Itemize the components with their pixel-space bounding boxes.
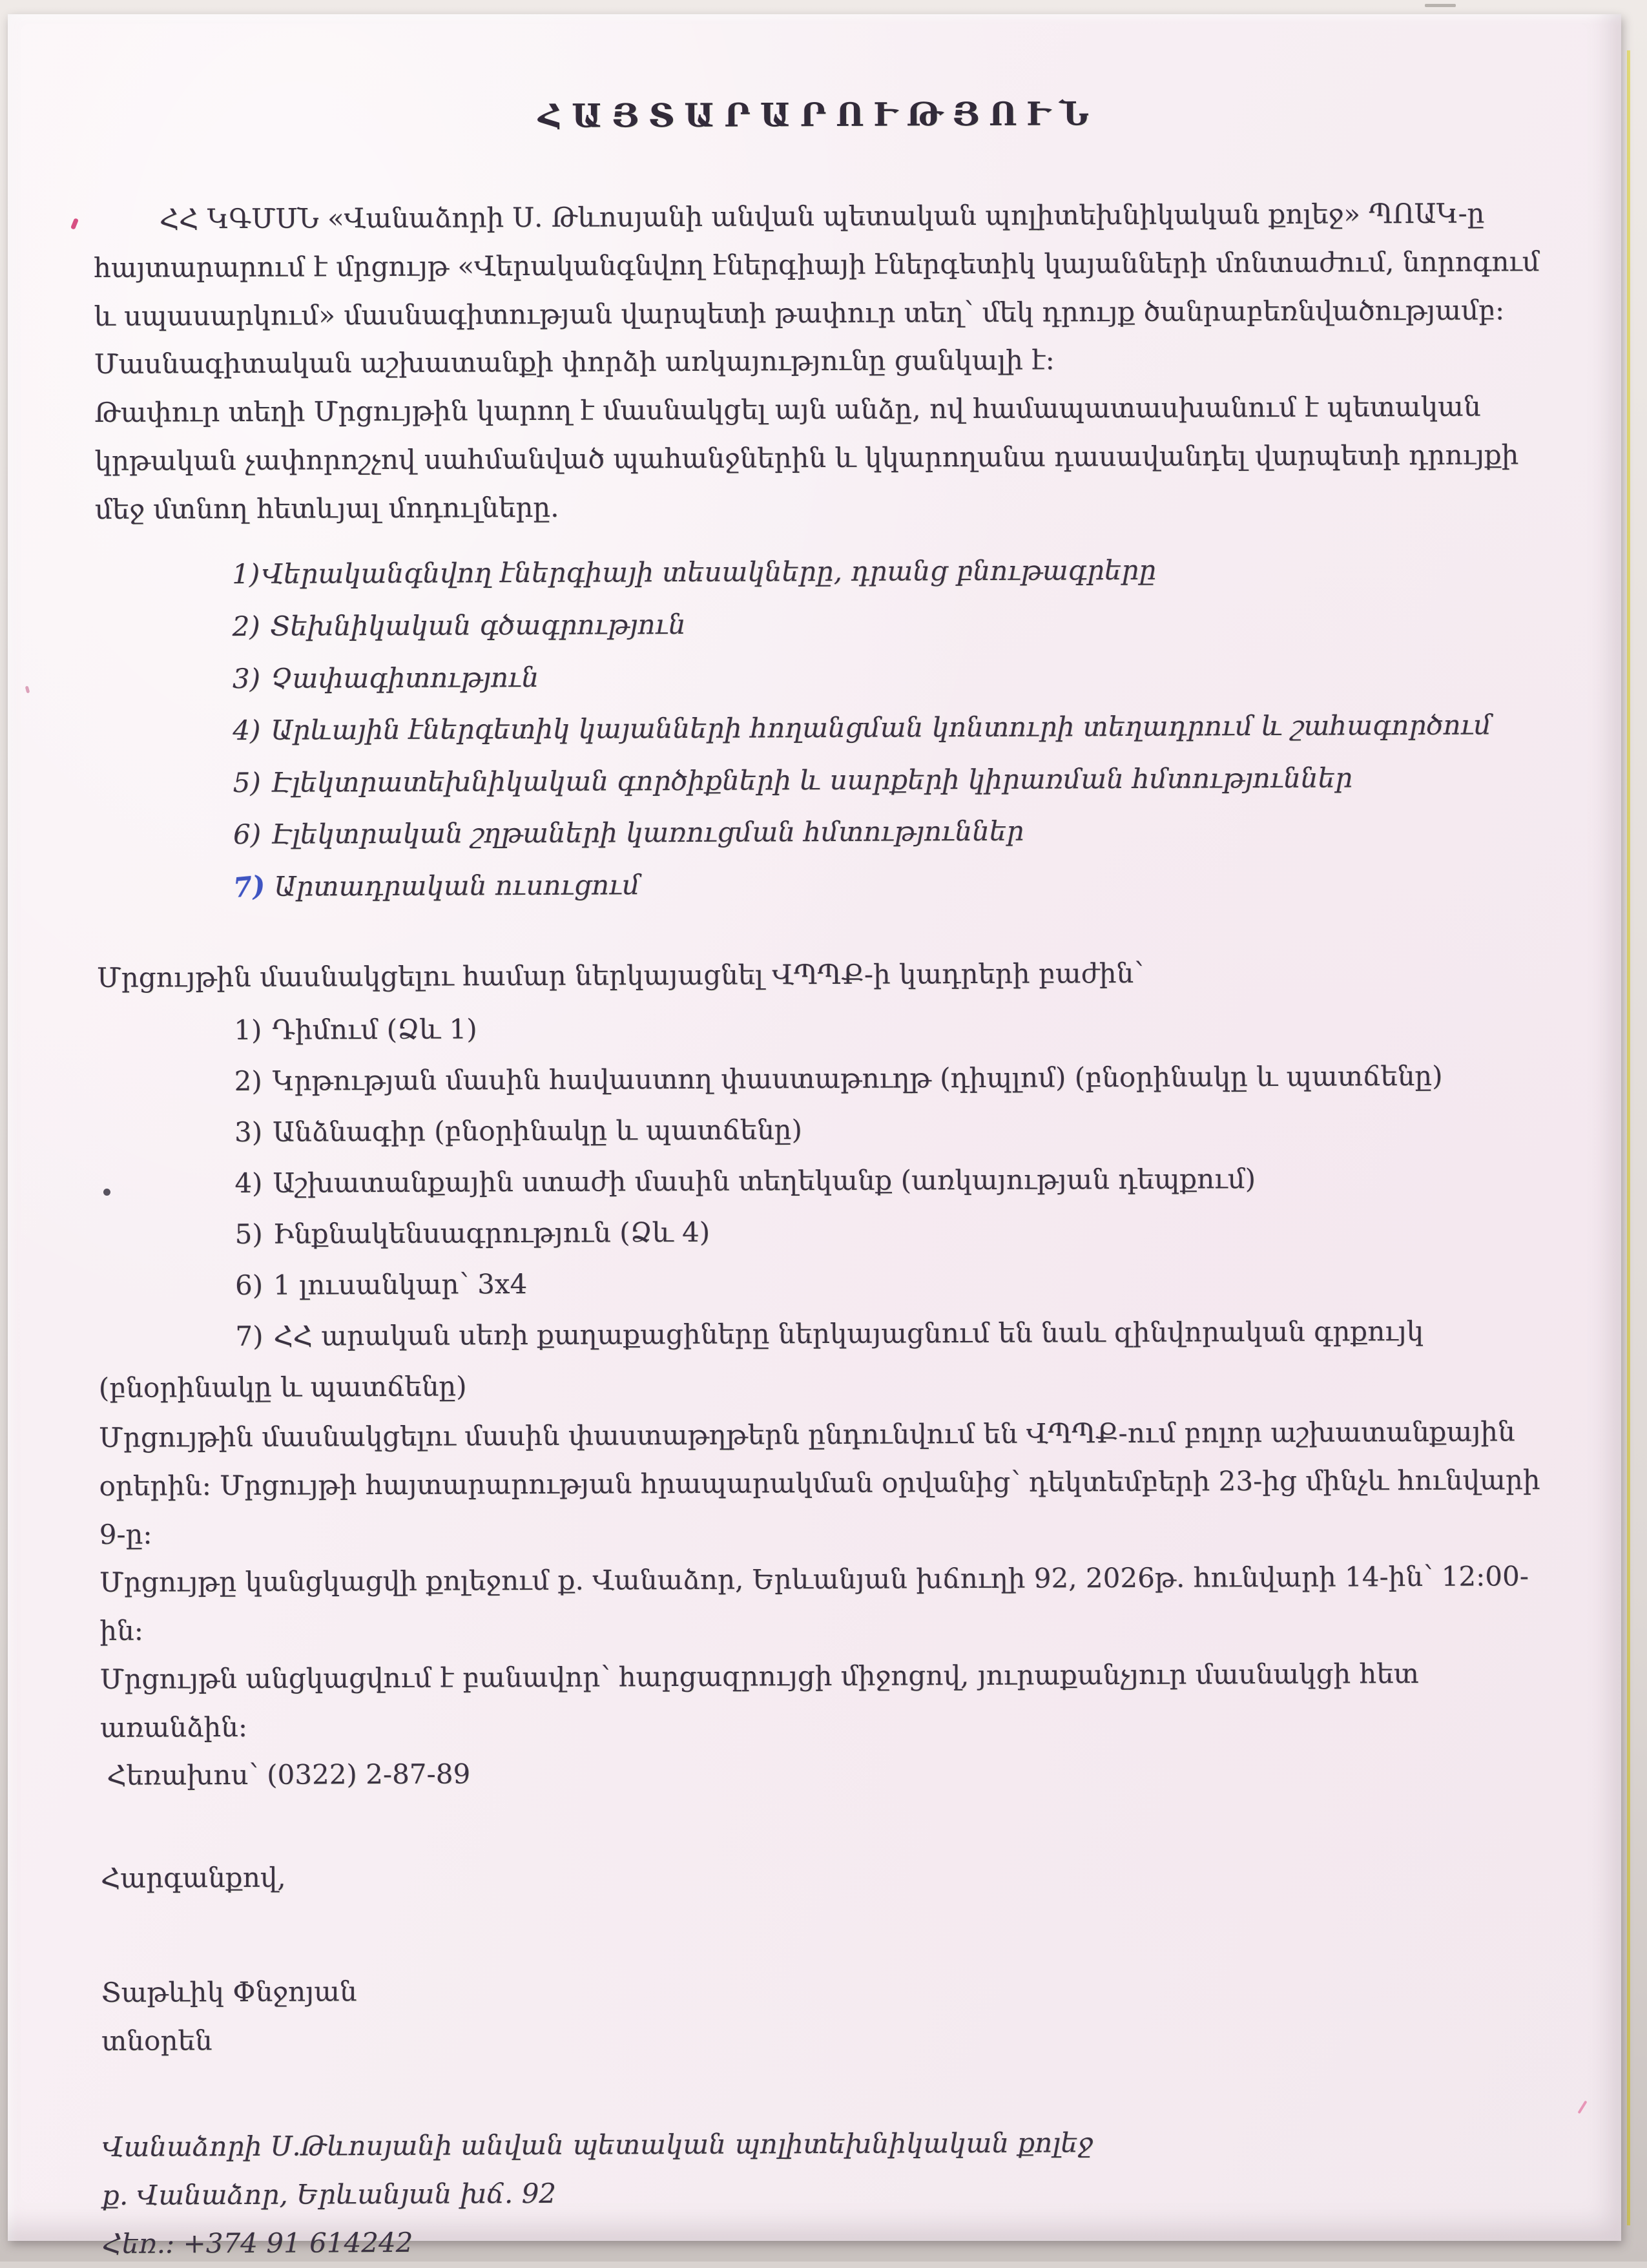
module-item <box>233 647 1546 705</box>
signer-title: տնօրեն <box>101 2024 212 2057</box>
item-number: 2) <box>234 1065 262 1098</box>
item-number: 7) <box>235 1320 264 1353</box>
item-number: 2) <box>232 610 260 642</box>
module-item <box>233 855 1547 913</box>
footer-address: ք. Վանաձոր, Երևանյան խճ. 92 <box>102 2177 557 2211</box>
item-text: ՀՀ արական սեռի քաղաքացիները ներկայացնում են նաև զինվորական գրքույկ (բնօրինակը և պատճենը) <box>98 1315 1424 1404</box>
item-number: 5) <box>233 766 261 798</box>
item-number: 4) <box>233 714 261 747</box>
pen-written-item-number: 7) <box>232 869 267 904</box>
item-text: Վերականգնվող էներգիայի տեսակները, դրանց բնութագրերը <box>262 554 1157 590</box>
submission-paragraph: Մրցույթին մասնակցելու մասին փաստաթղթերն ընդունվում են ՎՊՊՔ-ում բոլոր աշխատանքային օրերին: Մրցույթի հայտարարության հրապարակման օրվանից՝ դեկտեմբերի 23-ից մինչև հունվարի 9-ը: <box>99 1415 1540 1550</box>
intro-paragraph: ՀՀ ԿԳՄՍՆ «Վանաձորի Ս. Թևոսյանի անվան պետական պոլիտեխնիկական քոլեջ» ՊՈԱԿ-ը հայտարարում է մրցույթ «Վերականգնվող էներգիայի էներգետիկ կայանների մոնտաժում, նորոգում և սպասարկում» մասնագիտության վարպետի թափուր տեղ՝ մեկ դրույք ծանրաբեռնվածությամբ: <box>94 197 1540 332</box>
format-paragraph: Մրցույթն անցկացվում է բանավոր՝ հարցազրույցի միջոցով, յուրաքանչյուր մասնակցի հետ առանձին: <box>99 1657 1419 1743</box>
item-text: Արտադրական ուսուցում <box>274 869 640 902</box>
document-item <box>234 1051 1548 1108</box>
item-number: 1) <box>232 558 260 590</box>
documents-list <box>97 1000 1549 1414</box>
footer-organization: Վանաձորի Ս.Թևոսյանի անվան պետական պոլիտեխնիկական քոլեջ <box>101 2127 1093 2163</box>
experience-note: Մասնագիտական աշխատանքի փորձի առկայությունը ցանկալի է: <box>94 344 1055 380</box>
document-item <box>234 1000 1548 1057</box>
item-text: Կրթության մասին հավաստող փաստաթուղթ (դիպլոմ) (բնօրինակը և պատճենը) <box>272 1060 1443 1098</box>
document-item <box>235 1254 1549 1311</box>
signature-regards: Հարգանքով, <box>100 1861 286 1894</box>
document-content <box>93 83 1553 2268</box>
item-text: 1 լուսանկար՝ 3x4 <box>273 1268 528 1301</box>
item-number: 4) <box>234 1167 263 1200</box>
eligibility-paragraph: Թափուր տեղի Մրցույթին կարող է մասնակցել այն անձը, ով համապատասխանում է պետական կրթական չափորոշչով սահմանված պահանջներին և կկարողանա դասավանդել վարպետի դրույքի մեջ մտնող հետևյալ մոդուլները. <box>94 390 1519 525</box>
item-text: Անձնագիր (բնօրինակը և պատճենը) <box>273 1114 803 1149</box>
item-number: 6) <box>233 818 262 851</box>
item-text: Ինքնակենսագրություն (Ձև 4) <box>273 1216 710 1250</box>
module-item <box>233 699 1546 756</box>
item-text: Աշխատանքային ստաժի մասին տեղեկանք (առկայության դեպքում) <box>273 1163 1256 1200</box>
item-text: Դիմում (Ձև 1) <box>272 1013 477 1046</box>
document-item <box>234 1152 1548 1209</box>
footer-phone: Հեռ.: +374 91 614242 <box>102 2226 413 2260</box>
module-item <box>232 543 1546 600</box>
item-text: Չափագիտություն <box>270 661 539 694</box>
scan-speck <box>25 686 30 694</box>
item-number: 3) <box>232 662 261 694</box>
document-title: ՀԱՅՏԱՐԱՐՈՒԹՅՈՒՆ <box>538 94 1099 135</box>
modules-list <box>95 543 1547 913</box>
item-text: Էլեկտրական շղթաների կառուցման հմտություններ <box>271 815 1024 851</box>
documents-lead: Մրցույթին մասնակցելու համար ներկայացնել ՎՊՊՔ-ի կադրերի բաժին՝ <box>96 957 1144 994</box>
signer-name: Տաթևիկ Փնջոյան <box>101 1975 357 2008</box>
item-number: 6) <box>234 1269 264 1302</box>
document-item <box>98 1306 1549 1414</box>
scan-artifact-dash <box>1425 4 1456 7</box>
module-item <box>233 751 1547 809</box>
paper-edge-line <box>1627 50 1630 2225</box>
module-item <box>233 804 1547 861</box>
item-text: Տեխնիկական գծագրություն <box>270 608 686 642</box>
document-item <box>234 1101 1548 1158</box>
item-number: 1) <box>234 1014 262 1046</box>
venue-paragraph: Մրցույթը կանցկացվի քոլեջում ք. Վանաձոր, Երևանյան խճուղի 92, 2026թ. հունվարի 14-ին՝ 12:00-ին: <box>99 1560 1529 1647</box>
item-number: 3) <box>234 1116 263 1149</box>
document-footer <box>102 2117 1553 2268</box>
item-text: Արևային էներգետիկ կայանների հողանցման կոնտուրի տեղադրում և շահագործում <box>271 709 1492 746</box>
phone-line: Հեռախոս՝ (0322) 2-87-89 <box>107 1758 471 1792</box>
scan-speck <box>70 218 79 229</box>
module-item <box>232 595 1546 652</box>
item-text: Էլեկտրատեխնիկական գործիքների և սարքերի կիրառման հմտություններ <box>271 762 1353 798</box>
document-item <box>235 1203 1549 1260</box>
document-page <box>8 14 1621 2260</box>
scan-speck <box>1577 2101 1587 2114</box>
item-number: 5) <box>234 1218 263 1251</box>
